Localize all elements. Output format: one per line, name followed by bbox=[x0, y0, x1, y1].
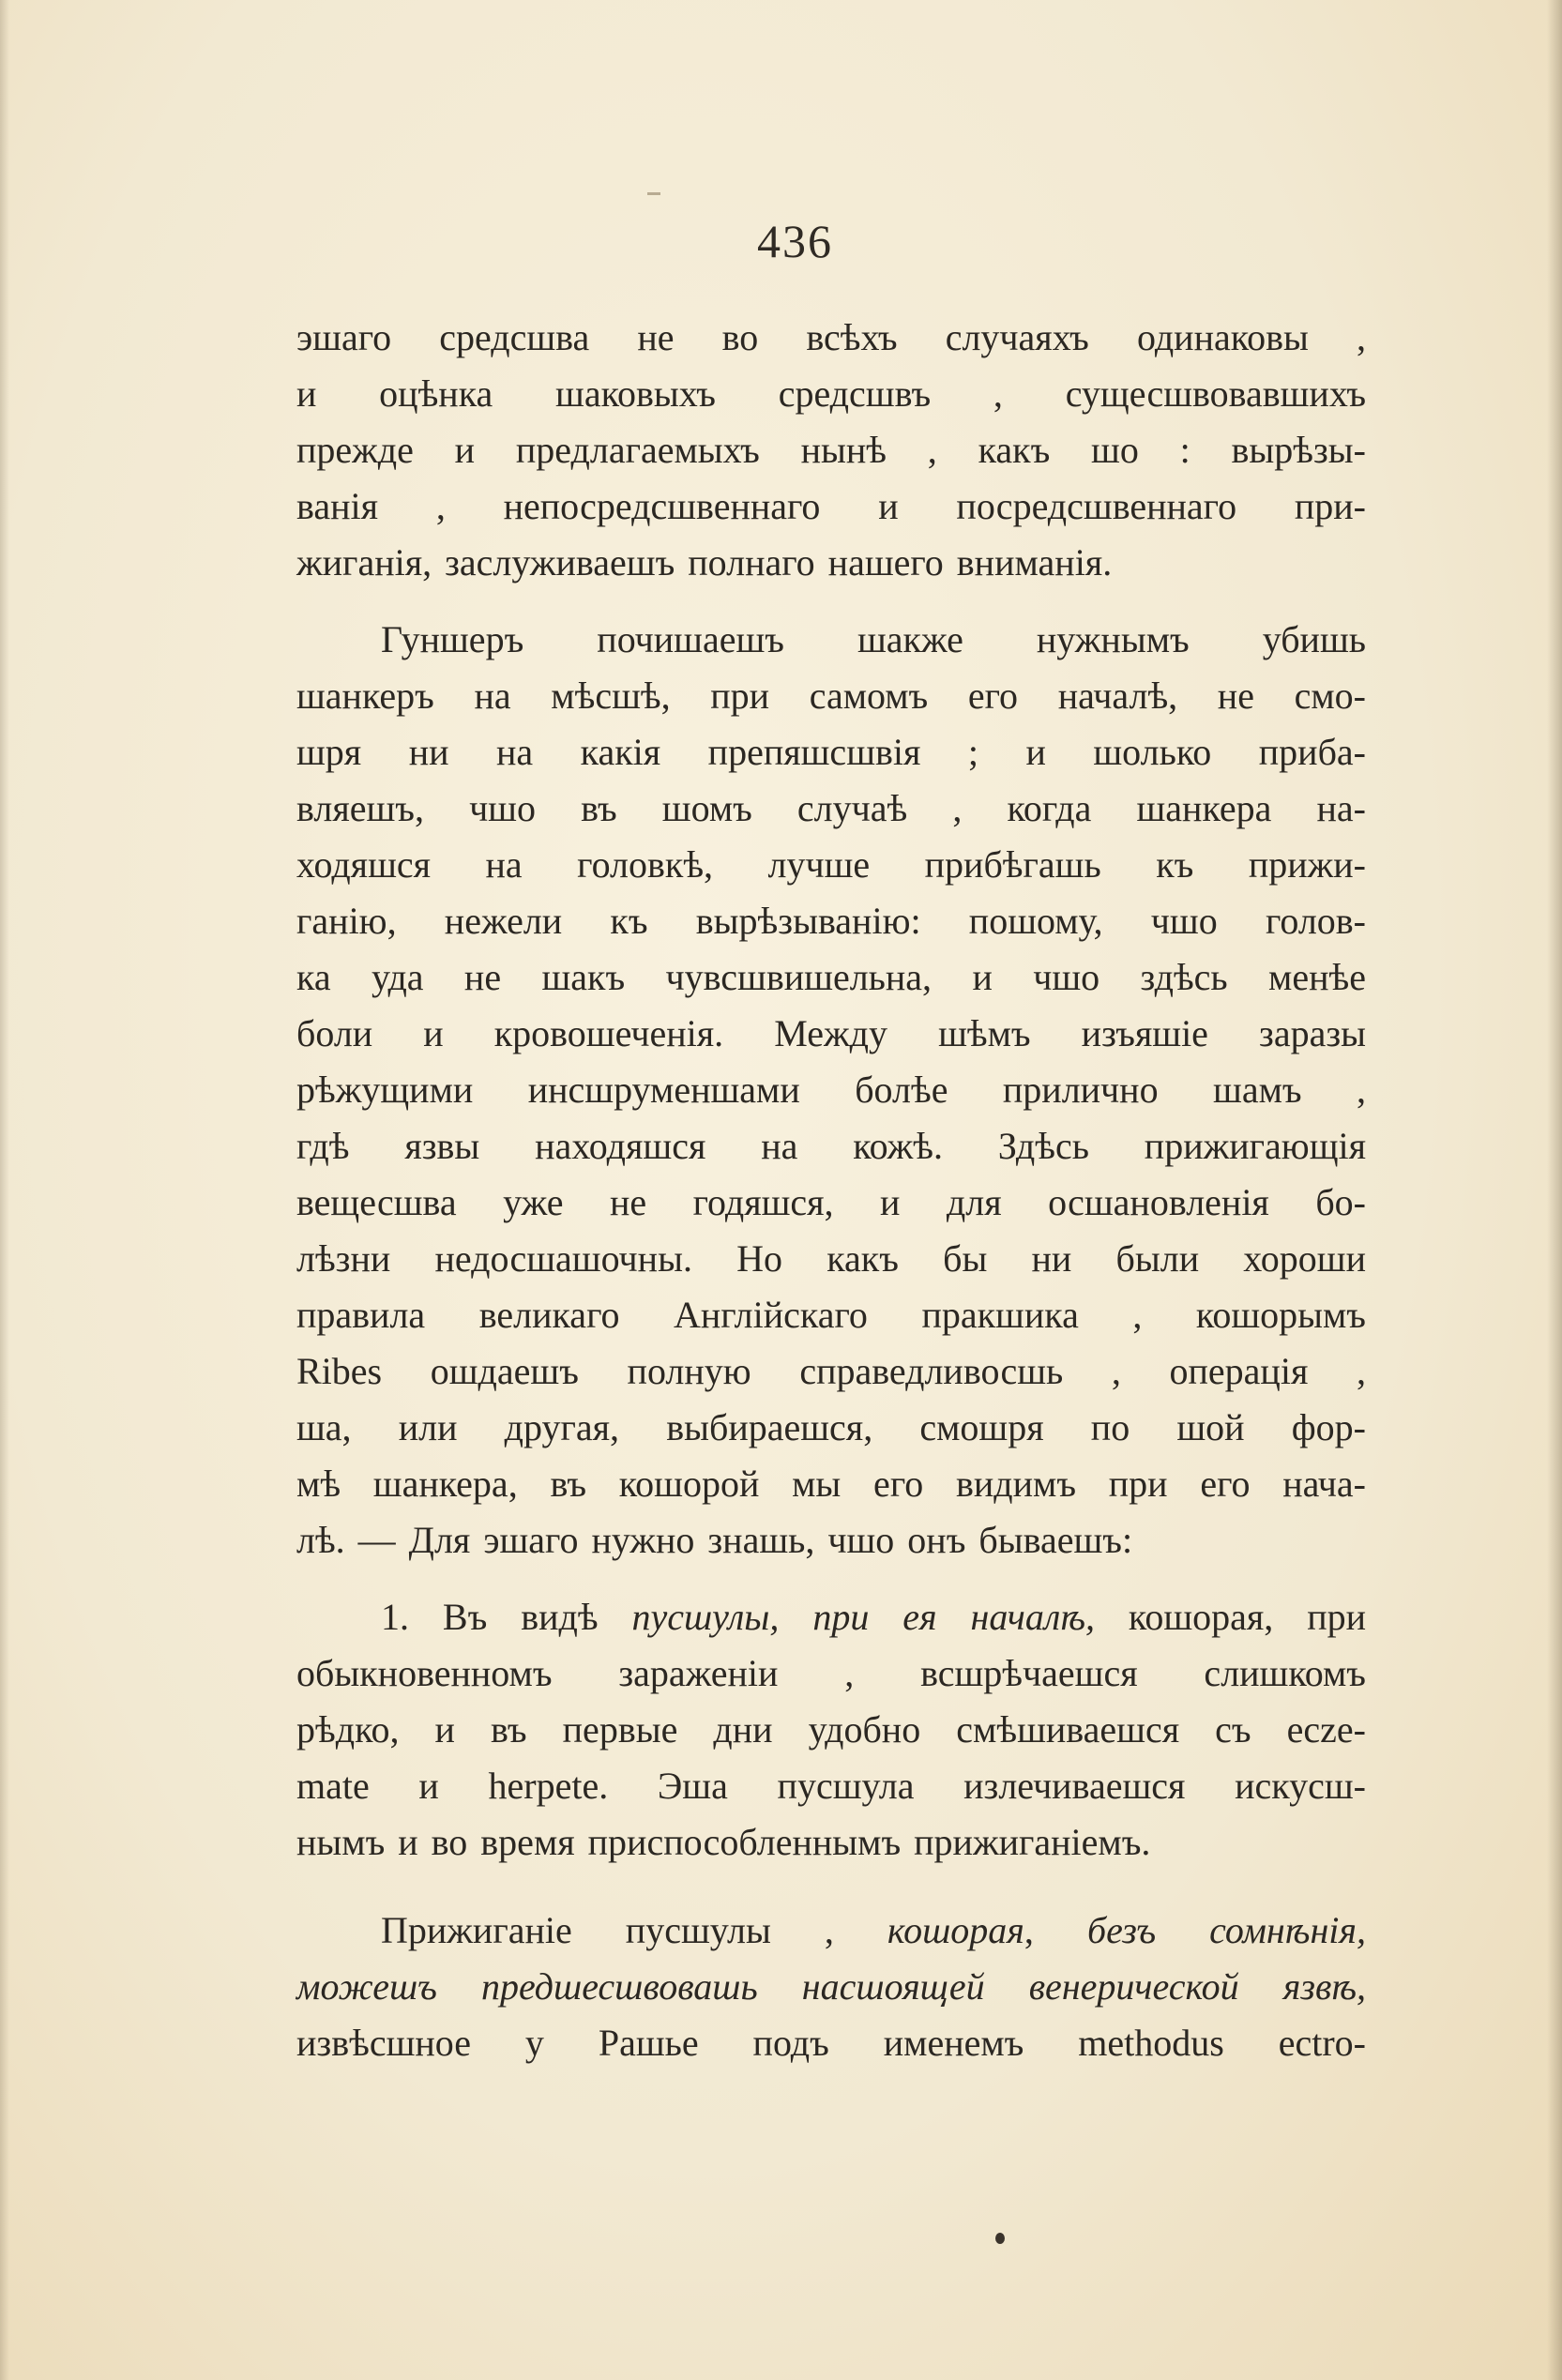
page-left-shadow bbox=[0, 0, 9, 2380]
text-line: 1. Въ видѣ пусшулы, при ея началѣ, кошорая, при bbox=[381, 1596, 1367, 1638]
text-line: ходяшся на головкѣ, лучше прибѣгашь къ прижи- bbox=[296, 843, 1366, 886]
text-line: вещесшва уже не годяшся, и для осшановленія бо- bbox=[296, 1181, 1366, 1223]
text-line: обыкновенномъ зараженіи , всшрѣчаешся слишкомъ bbox=[296, 1652, 1366, 1694]
text-line: ша, или другая, выбираешся, смошря по шой фор- bbox=[296, 1406, 1366, 1448]
paragraph-gap bbox=[296, 591, 1366, 612]
paragraph-gap bbox=[296, 1569, 1366, 1589]
page-right-shadow bbox=[1547, 0, 1562, 2380]
text-line: шанкеръ на мѣсшѣ, при самомъ его началѣ, не смо- bbox=[296, 675, 1366, 717]
text-line: лѣзни недосшашочны. Но какъ бы ни были хороши bbox=[296, 1237, 1366, 1280]
text-line: Гуншеръ почишаешъ шакже нужнымъ убишь bbox=[381, 618, 1366, 660]
text-line: шря ни на какія препяшсшвія ; и шолько приба- bbox=[296, 731, 1366, 773]
text-line: вляешъ, чшо въ шомъ случаѣ , когда шанкера на- bbox=[296, 787, 1366, 829]
text-line: mate и herpete. Эша пусшула излечиваешся искусш- bbox=[296, 1765, 1366, 1807]
text-line: эшаго средсшва не во всѣхъ случаяхъ одинаковы , bbox=[296, 316, 1366, 358]
text-line: Прижиганіе пусшулы , кошорая, безъ сомнѣнія, bbox=[381, 1909, 1367, 1951]
text-line: рѣдко, и въ первые дни удобно смѣшиваешся съ ecze- bbox=[296, 1708, 1366, 1751]
text-line: нымъ и во время приспособленнымъ прижиганіемъ. bbox=[296, 1821, 1151, 1863]
text-line: боли и кровошеченія. Между шѣмъ изъяшіе заразы bbox=[296, 1012, 1366, 1054]
page-number: 436 bbox=[757, 215, 833, 267]
body-text bbox=[296, 310, 1366, 2071]
print-mark bbox=[647, 192, 660, 195]
text-line: мѣ шанкера, въ кошорой мы его видимъ при его нача- bbox=[296, 1463, 1366, 1505]
paragraph-3 bbox=[296, 1589, 1366, 1871]
text-line: Ribes ошдаешъ полную справедливосшь , операція , bbox=[296, 1350, 1366, 1392]
text-line: ганію, нежели къ вырѣзыванію: пошому, чшо голов- bbox=[296, 900, 1366, 942]
text-line: рѣжущими инсшруменшами болѣе прилично шамъ , bbox=[296, 1069, 1366, 1111]
text-line: жиганія, заслуживаешъ полнаго нашего вниманія. bbox=[296, 541, 1113, 584]
paragraph-gap bbox=[296, 1871, 1366, 1902]
text-line: и оцѣнка шаковыхъ средсшвъ , сущесшвовавшихъ bbox=[296, 372, 1366, 415]
text-line: можешъ предшесшвовашь насшоящей венерической язвѣ, bbox=[296, 1965, 1366, 2008]
paragraph-4 bbox=[296, 1902, 1366, 2071]
text-line: правила великаго Англійскаго пракшика , кошорымъ bbox=[296, 1294, 1366, 1336]
ink-spot bbox=[995, 2233, 1005, 2244]
text-line: извѣсшное у Рашье подъ именемъ methodus ectro- bbox=[296, 2022, 1366, 2064]
text-line: гдѣ язвы находяшся на кожѣ. Здѣсь прижигающія bbox=[296, 1125, 1366, 1167]
text-line: прежде и предлагаемыхъ нынѣ , какъ шо : вырѣзы- bbox=[296, 429, 1366, 471]
text-line: лѣ. — Для эшаго нужно знашь, чшо онъ бываешъ: bbox=[296, 1519, 1133, 1561]
paragraph-2 bbox=[296, 612, 1366, 1569]
text-line: ванія , непосредсшвеннаго и посредсшвеннаго при- bbox=[296, 485, 1366, 527]
paragraph-1 bbox=[296, 310, 1366, 591]
text-line: ка уда не шакъ чувсшвишельна, и чшо здѣсь менѣе bbox=[296, 956, 1366, 998]
